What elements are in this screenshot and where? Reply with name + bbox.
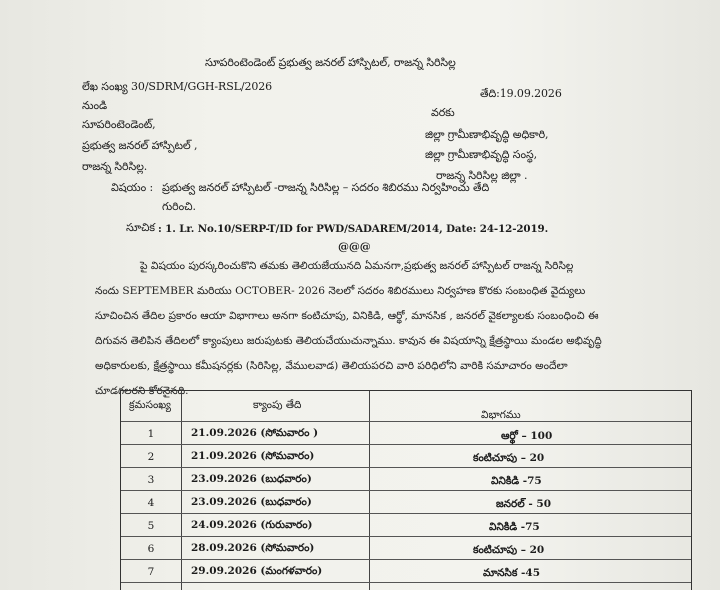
subject-line-2: గురించి. <box>162 200 196 213</box>
recipient-line-2: జిల్లా గ్రామీణాభివృద్ధి సంస్థ, <box>425 148 537 161</box>
row-6-department: కంటిచూపు – 20 <box>473 544 545 556</box>
office-title: సూపరింటెండెంట్ ప్రభుత్వ జనరల్ హాస్పిటల్, రాజన్న సిరిసిల్ల <box>205 56 456 69</box>
row-3-date: 23.09.2026 (బుధవారం) <box>191 473 312 485</box>
reference-text: : 1. Lr. No.10/SERP-T/ID for PWD/SADAREM/2014, Date: 24-12-2019. <box>158 223 549 235</box>
letter-date: తేది:19.09.2026 <box>480 87 562 100</box>
header-department: విభాగము <box>481 409 521 421</box>
reference-number: లేఖ సంఖ్య 30/SDRM/GGH-RSL/2026 <box>82 80 273 93</box>
row-1-serial: 1 <box>147 428 155 440</box>
from-label: నుండి <box>82 99 108 112</box>
to-label: వరకు <box>431 106 455 119</box>
row-5-department: వినికిడి -75 <box>489 521 540 533</box>
reference-label: సూచిక <box>126 221 155 234</box>
row-5-date: 24.09.2026 (గురువారం) <box>191 519 313 531</box>
body-line-6: చూడగలరని కోరనైనది. <box>95 385 189 397</box>
row-1-department: ఆర్థో – 100 <box>501 430 553 442</box>
row-4-serial: 4 <box>147 497 155 509</box>
separator-mark: @@@ <box>338 240 371 253</box>
row-6-date: 28.09.2026 (సోమవారం) <box>191 542 315 554</box>
body-line-4: దిగువన తెలిపిన తేదిలలో క్యాంపులు జరుపుటకు తెలియచేయుచున్నాము. కావున ఈ విషయాన్ని క్షేత్రస్థాయి మండల అభివృద్ధి <box>95 335 602 347</box>
sender-line-2: ప్రభుత్వ జనరల్ హాస్పిటల్ , <box>82 139 198 152</box>
subject-line-1: ప్రభుత్వ జనరల్ హాస్పిటల్ -రాజన్న సిరిసిల్ల – సదరం శిబిరము నిర్వహించు తేది <box>162 181 490 194</box>
row-7-department: మానసిక -45 <box>483 567 541 579</box>
body-line-3: సూచించిన తేదిల ప్రకారం ఆయా విభాగాలు అనగా కంటిచూపు, వినికిడి, ఆర్థో, మానసిక , జనరల్ వైకల్యాలకు సంబంధించి ఈ <box>95 310 599 322</box>
row-3-department: వినికిడి -75 <box>491 475 542 487</box>
row-1-date: 21.09.2026 (సోమవారం ) <box>191 427 319 439</box>
body-line-2: నందు SEPTEMBER మరియు OCTOBER- 2026 నెలలో సదరం శిబిరములు నిర్వహణ కొరకు సంబంధిత వైద్యులు <box>95 285 586 297</box>
sender-line-3: రాజన్న సిరిసిల్ల. <box>82 160 148 173</box>
body-paragraph <box>95 254 675 404</box>
sender-line-1: సూపరింటెండెంట్, <box>82 118 156 131</box>
row-2-department: కంటిచూపు – 20 <box>473 452 545 464</box>
row-4-department: జనరల్ - 50 <box>496 498 551 510</box>
recipient-line-1: జిల్లా గ్రామీణాభివృద్ధి అధికారి, <box>425 128 549 141</box>
row-6-serial: 6 <box>147 543 155 555</box>
header-camp-date: క్యాంపు తేది <box>253 399 302 411</box>
row-7-date: 29.09.2026 (మంగళవారం) <box>191 565 323 577</box>
row-7-serial: 7 <box>147 566 155 578</box>
camp-schedule-table <box>120 390 692 590</box>
header-serial: క్రమసంఖ్య <box>129 399 171 411</box>
subject-label: విషయం : <box>111 181 154 194</box>
body-line-5: అధికారులకు, క్షేత్రస్థాయి కమీషనర్లకు (సిరిసిల్ల, వేములవాడ) తెలియపరచి వారి పరిధిలోని వారికి సమాచారం అందేలా <box>95 360 568 372</box>
recipient-line-3: రాజన్న సిరిసిల్ల జిల్లా . <box>436 169 528 182</box>
row-3-serial: 3 <box>147 474 155 486</box>
row-2-serial: 2 <box>147 451 155 463</box>
row-2-date: 21.09.2026 (సోమవారం) <box>191 450 315 462</box>
body-line-1: పై విషయం పురస్కరించుకొని తమకు తెలియజేయునది ఏమనగా,ప్రభుత్వ జనరల్ హాస్పిటల్ రాజన్న సిరిసిల్ల <box>140 260 574 272</box>
row-4-date: 23.09.2026 (బుధవారం) <box>191 496 312 508</box>
row-5-serial: 5 <box>147 520 155 532</box>
